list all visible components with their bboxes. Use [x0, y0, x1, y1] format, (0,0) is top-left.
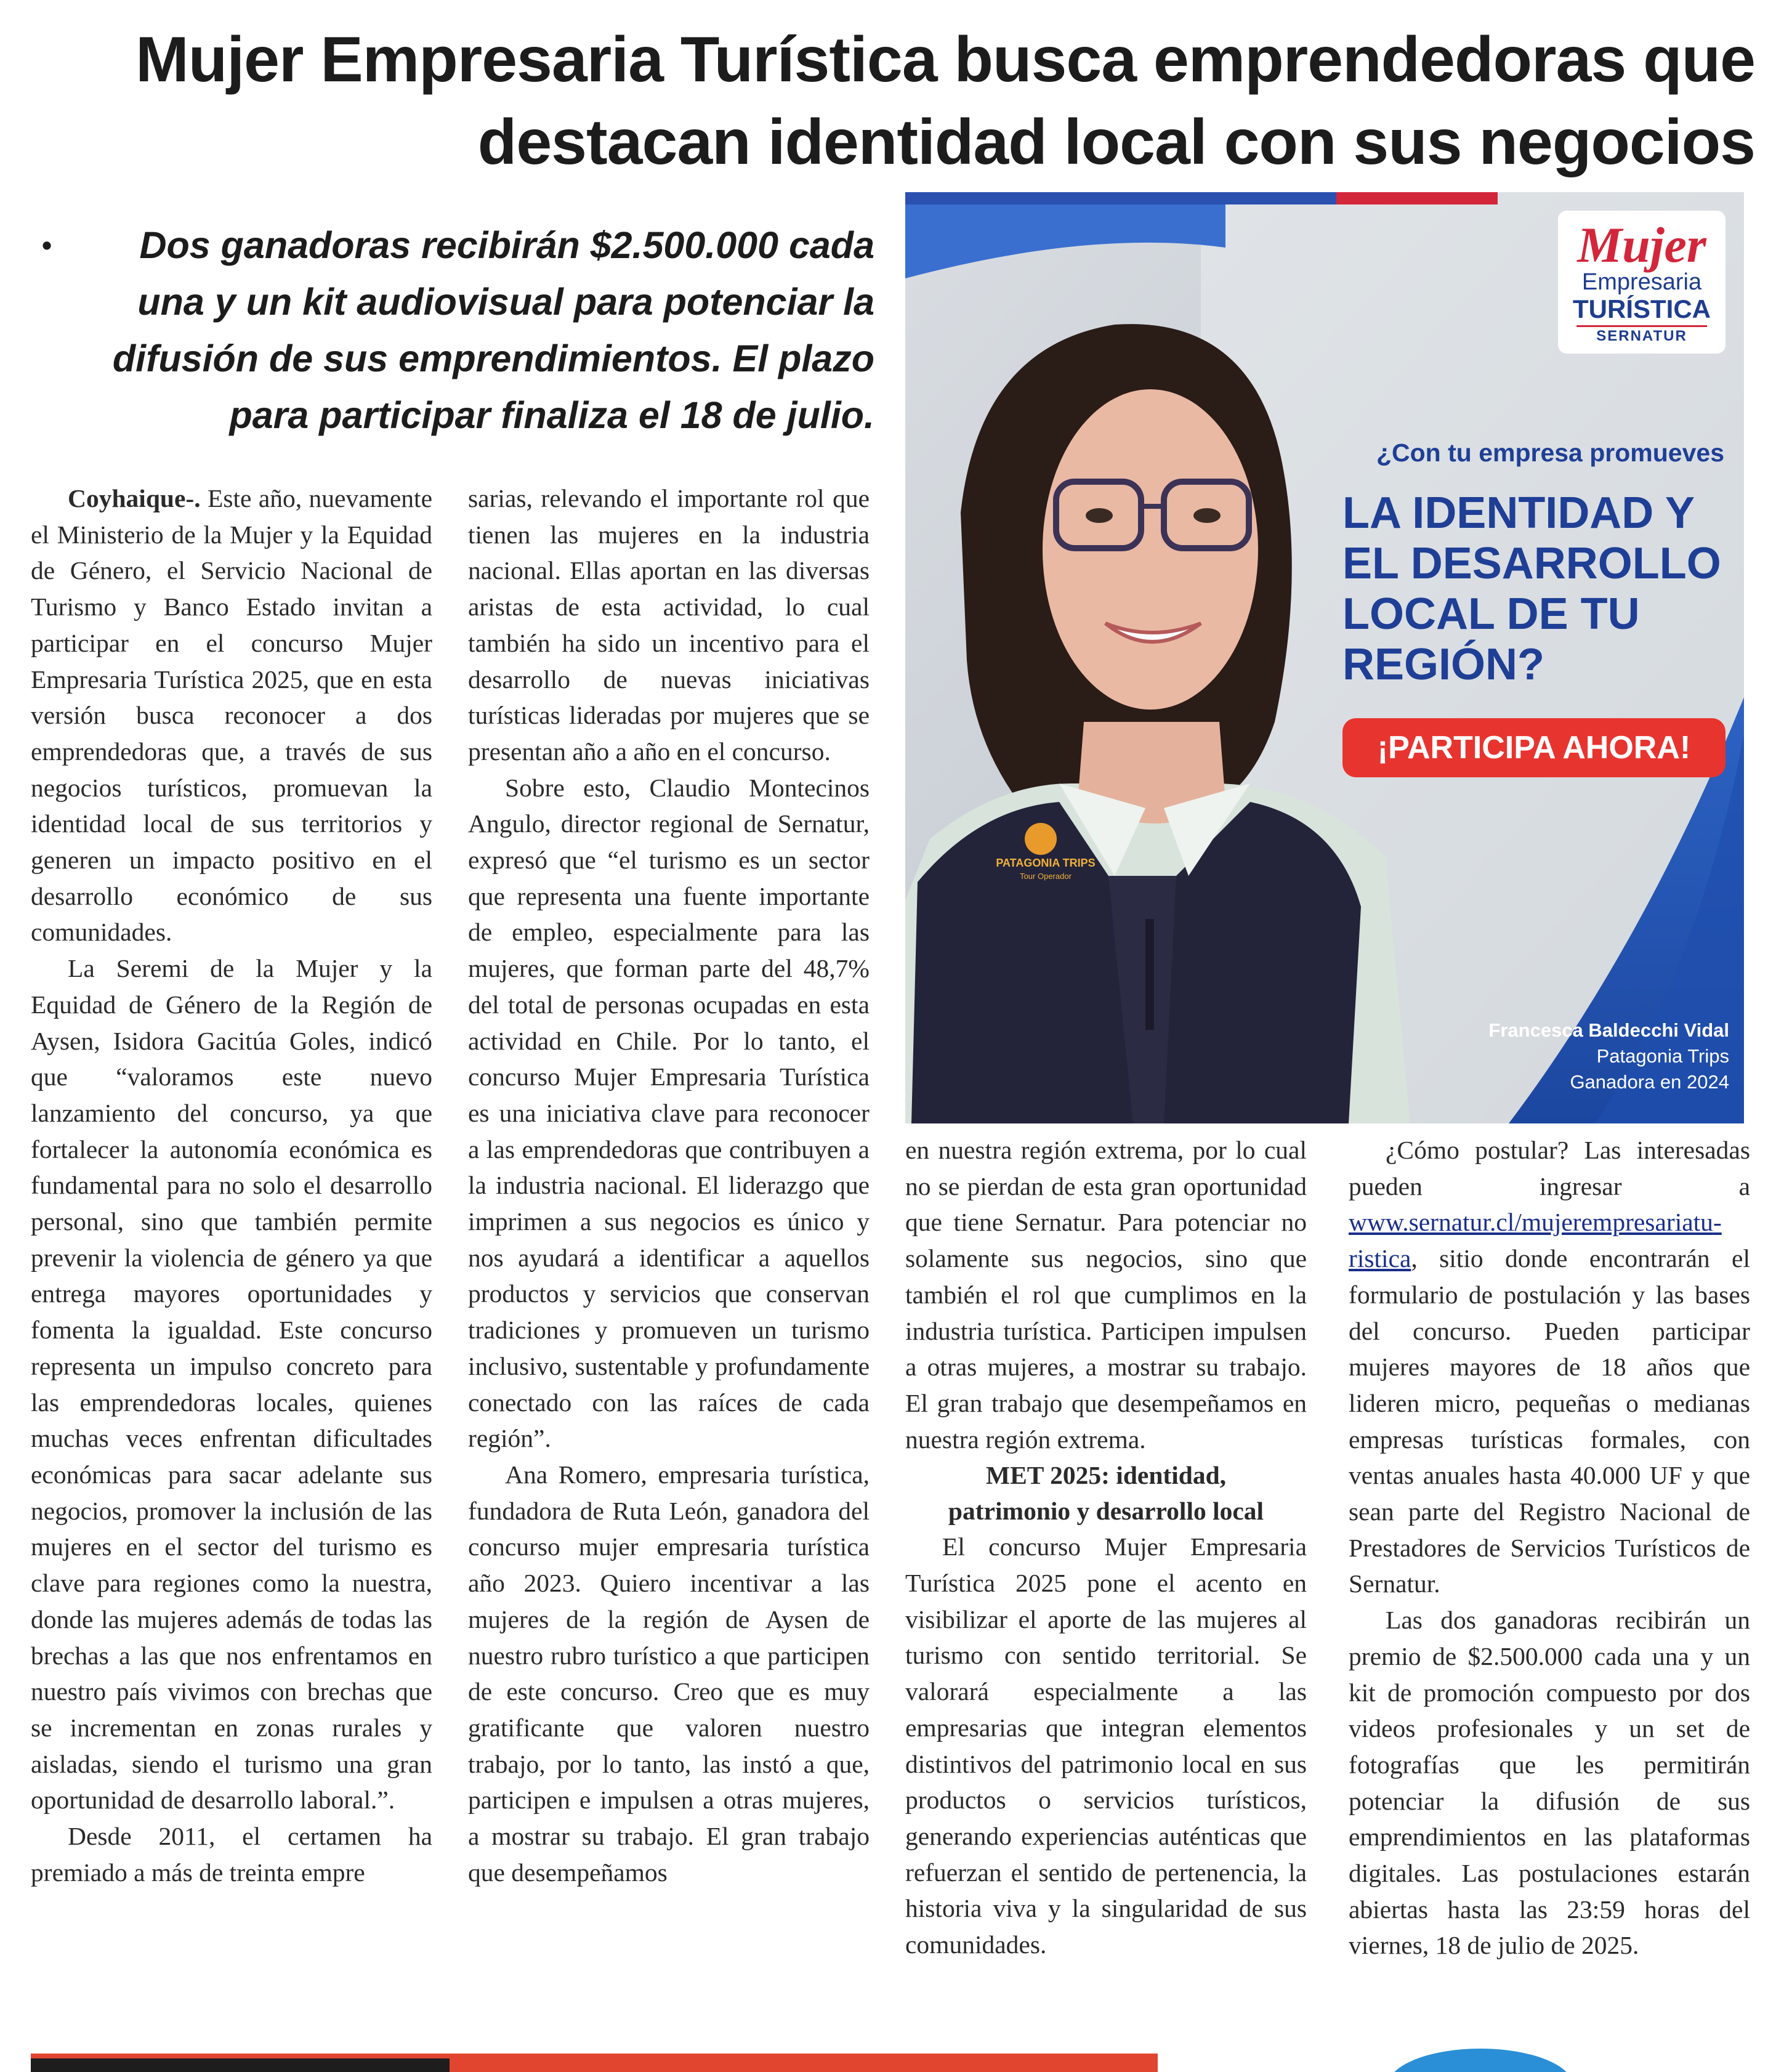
- subheading-line-1: MET 2025: identidad,: [985, 1461, 1227, 1490]
- article-deck: [31, 217, 874, 443]
- poster-question-small: ¿Con tu empresa promueves: [1376, 439, 1724, 467]
- paragraph-director-quote: Sobre esto, Claudio Montecinos Angulo, director regional de Sernatur, expresó que “el turismo es un sector que representa una fuente importante de empleo, especialmente para las mujeres, que forman parte del 48,7% del total de personas ocupadas en esta actividad en Chile. Por lo tanto, el concurso Mujer Empresaria Turística es una iniciativa clave para reconocer a las emprendedoras que contribuyen a la industria nacional. El liderazgo que imprimen a sus negocios es único y nos ayudará a identificar a aquellos productos y servicios que conservan tradiciones y promueven un turismo inclusivo, sustentable y profundamente conectado con las raíces de cada región”.: [468, 773, 870, 1453]
- headline-line-2: destacan identidad local con sus negocios: [477, 107, 1755, 178]
- paragraph-intro-text: Este año, nuevamente el Ministerio de la Mujer y la Equidad de Género, el Servicio Nacional de Turismo y Banco Estado invitan a participar en el concurso Mujer Empresaria Turística 2025, que en esta versión busca reconocer a dos emprendedoras que, a través de sus negocios turísticos, promuevan la identidad local de sus territorios y generen un impacto positivo en el desarrollo económico de sus comunidades.: [31, 484, 432, 947]
- vest-sub-text: Tour Operador: [1020, 872, 1072, 881]
- article-column-3: [905, 1132, 1307, 1963]
- headline-line-1: Mujer Empresaria Turística busca emprendedoras que: [135, 24, 1755, 95]
- logo-mujer-text: Mujer: [1577, 217, 1706, 273]
- article-column-2: [468, 480, 870, 1890]
- paragraph-intro: [31, 480, 432, 950]
- paragraph-since-2011: Desde 2011, el certamen ha premiado a más de treinta empre: [31, 1822, 432, 1887]
- deck-line-2: una y un kit audiovisual para potenciar la: [137, 281, 874, 323]
- mujer-empresaria-logo: [1558, 211, 1726, 354]
- photo-caption: [1488, 1018, 1729, 1095]
- deck-bullet: •: [42, 229, 52, 261]
- caption-company: Patagonia Trips: [1596, 1045, 1729, 1067]
- poster-question-line-4: REGIÓN?: [1342, 640, 1545, 689]
- deck-line-3: difusión de sus emprendimientos. El plazo: [112, 338, 874, 379]
- poster-question-line-3: LOCAL DE TU: [1342, 589, 1640, 639]
- paragraph-premio: Las dos ganadoras recibirán un premio de $2.500.000 cada una y un kit de promoción compuesto por dos videos profesionales y un set de fotografías que les permitirán potenciar la difusión de sus emprendimientos en las plataformas digitales. Las postulaciones estarán abiertas hasta las 23:59 horas del viernes, 18 de julio de 2025.: [1349, 1606, 1750, 1960]
- dateline: Coyhaique-.: [68, 484, 201, 512]
- promo-poster-image: [905, 192, 1744, 1123]
- poster-question-line-2: EL DESARROLLO: [1342, 539, 1721, 588]
- sernatur-link[interactable]: www.sernatur.cl/mujerempresariaturistica: [1349, 1208, 1722, 1273]
- poster-question-line-1: LA IDENTIDAD Y: [1342, 488, 1695, 538]
- deck-line-1: Dos ganadoras recibirán $2.500.000 cada: [139, 224, 874, 266]
- poster-question-big: [1342, 488, 1724, 690]
- como-postular-text-b: , sitio donde encontrarán el formulario de postulación y las bases del concurso. Pueden participar mujeres mayores de 18 años que lideren micro, pequeñas o medianas empresas turísticas formales, con ventas anuales hasta 40.000 UF y que sean parte del Registro Nacional de Prestadores de Servicios Turísticos de Sernatur.: [1349, 1244, 1750, 1598]
- caption-award: Ganadora en 2024: [1570, 1071, 1729, 1093]
- paragraph-ana-romero: Ana Romero, empresaria turística, fundadora de Ruta León, ganadora del concurso mujer empresaria turística año 2023. Quiero incentivar a las mujeres de la región de Aysen de nuestro rubro turístico a que participen de este concurso. Creo que es muy gratificante que valoren nuestro trabajo, por lo tanto, las instó a que, participen e impulsen a otras mujeres, a mostrar su trabajo. El gran trabajo que desempeñamos: [468, 1460, 870, 1887]
- paragraph-ana-romero-continued: en nuestra región extrema, por lo cual no se pierdan de esta gran oportunidad que tiene Sernatur. Para potenciar no solamente sus negocios, sino que también el rol que cumplimos en la industria turística. Participen impulsen a otras mujeres, a mostrar su trabajo. El gran trabajo que desempeñamos en nuestra región extrema.: [905, 1136, 1307, 1454]
- logo-sernatur-text: SERNATUR: [1576, 325, 1707, 346]
- vest-brand-text: PATAGONIA TRIPS: [996, 857, 1096, 869]
- participa-ahora-banner: ¡PARTICIPA AHORA!: [1342, 718, 1726, 777]
- paragraph-met-2025: El concurso Mujer Empresaria Turística 2025 pone el acento en visibilizar el aporte de las mujeres al turismo con sentido territorial. Se valorará especialmente a las empresarias que integran elementos distintivos del patrimonio local en sus productos o servicios turísticos, generando experiencias auténticas que refuerzan el sentido de pertenencia, la historia viva y la singularidad de sus comunidades.: [905, 1532, 1307, 1959]
- article-headline: [25, 18, 1755, 184]
- deck-line-4: para participar finaliza el 18 de julio.: [229, 394, 874, 436]
- logo-turistica-text: TURÍSTICA: [1573, 294, 1711, 323]
- section-subheading: [905, 1457, 1307, 1529]
- article-column-4: [1349, 1132, 1750, 1964]
- logo-empresaria-text: Empresaria: [1581, 269, 1702, 295]
- footer-badge-icon: [1388, 2049, 1573, 2072]
- caption-name: Francesca Baldecchi Vidal: [1488, 1019, 1729, 1041]
- subheading-line-2: patrimonio y desarrollo local: [948, 1497, 1264, 1526]
- paragraph-continuation: sarias, relevando el importante rol que tienen las mujeres en la industria nacional. Ellas aportan en las diversas aristas de esta actividad, lo cual también ha sido un incentivo para el desarrollo de nuevas iniciativas turísticas lideradas por mujeres que se presentan año a año en el concurso.: [468, 484, 870, 766]
- footer-dark-bar: [31, 2058, 450, 2072]
- article-column-1: [31, 480, 432, 1890]
- paragraph-como-postular: [1349, 1132, 1750, 1602]
- como-postular-text-a: ¿Cómo postular? Las interesadas pueden ingresar a: [1349, 1136, 1750, 1200]
- vest-brand-label: [984, 856, 1107, 883]
- paragraph-seremi-quote: La Seremi de la Mujer y la Equidad de Género de la Región de Aysen, Isidora Gacitúa Goles, indicó que “valoramos este nuevo lanzamiento del concurso, ya que fortalecer la autonomía económica es fundamental para no solo el desarrollo personal, sino que también permite prevenir la violencia de género ya que entrega mayores oportunidades y fomenta la igualdad. Este concurso representa un impulso concreto para las emprendedoras locales, quienes muchas veces enfrentan dificultades económicas para sacar adelante sus negocios, promover la inclusión de las mujeres en el sector del turismo es clave para regiones como la nuestra, donde las mujeres además de todas las brechas a las que nos enfrentamos en nuestro país vivimos con brechas que se incrementan en zonas rurales y aisladas, siendo el turismo una gran oportunidad de desarrollo laboral.”.: [31, 954, 432, 1815]
